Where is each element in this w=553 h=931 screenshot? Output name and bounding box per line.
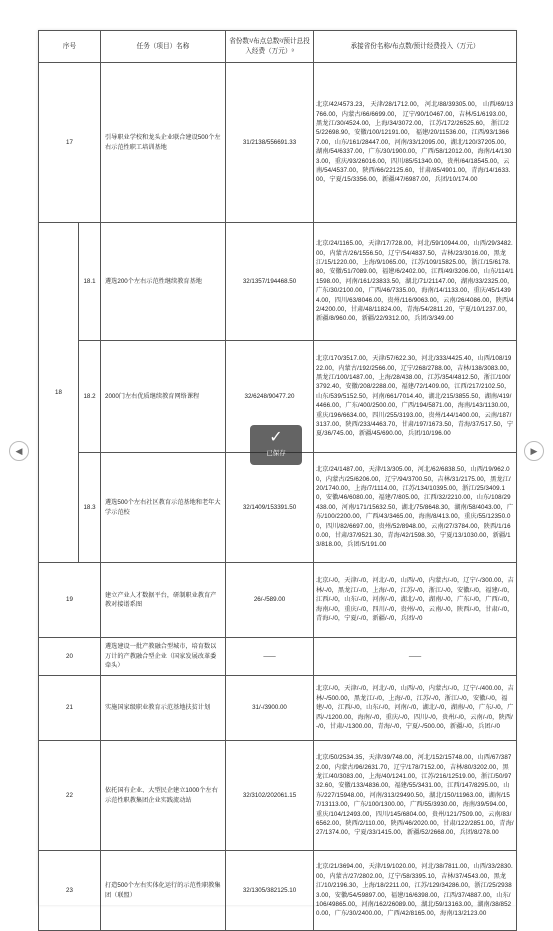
group-seq: 18: [39, 223, 79, 563]
row-detail: 北京/-/0，天津/-/0，河北/-/0，山西/-/0，内蒙古/-/0，辽宁/-/400.00，吉林/-/500.00，黑龙江/-/0，上海/-/0，江苏/-/0，浙江/-/0，安徽/-/0，福建/-/0，江西/-/0，山东/-/0，河南/-/0，湖北/-/0，湖南/-/0，广东/-/0，广西/-/1200.00，海南/-/0，重庆/-/0，四川/-/0，贵州/-/0，云南/-/0，陕西/-/0，甘肃/-/1300.00，青海/-/0，宁夏/-/500.00，新疆/-/0，兵团/-/0: [314, 676, 517, 741]
row-task: 打造500个左右实体化运行的示范性职教集团（联盟）: [101, 851, 226, 931]
table-row: [39, 223, 517, 341]
table-row: [39, 563, 517, 638]
row-task: 依托国有企业、大型民企建立1000个左右示范性职教集团企业实践流动站: [101, 741, 226, 851]
row-detail: 北京/21/3694.00，天津/19/1020.00，河北/38/7811.00，山西/33/2830.00，内蒙古/27/2802.00，辽宁/58/3395.10，吉林/37/4543.00，黑龙江/10/2196.30，上海/18/2211.00，江苏/129/34286.00，浙江/25/29383.00，安徽/54/59897.00，福建/16/6398.00，江西/37/4887.00，山东/106/49865.00，河南/162/26089.00，湖北/59/13163.00，湖南/38/8520.00，广东/30/2400.00，广西/42/8165.00，海南/13/2123.00: [314, 851, 517, 931]
row-budget: 26/-/589.00: [226, 563, 314, 638]
header-seq: 序号: [39, 31, 101, 63]
next-page-button[interactable]: [524, 441, 544, 461]
row-budget: 31/-/3900.00: [226, 676, 314, 741]
row-seq: 18.1: [79, 223, 101, 341]
row-budget: 32/1357/194468.50: [226, 223, 314, 341]
row-task: 遴选200个左右示范性继续教育基地: [101, 223, 226, 341]
header-detail: 承接省份名称/布点数/预计经费投入（万元）: [314, 31, 517, 63]
row-detail: 北京/42/4573.23， 天津/28/1712.00， 河北/88/39305.00， 山西/69/13766.00，内蒙古/66/6699.00， 辽宁/90/10467.00，吉林/51/6193.00，黑龙江/30/4524.00，上海/34/3072.00， 江苏/172/26525.60， 浙江/25/22698.90，安徽/100/12191.00， 福建/20/11536.00，江西/93/13667.00，山东/161/28447.00，河南/33/12095.00，湖北/120/37205.00，湖南/54/6337.00，广东/30/1900.00，广西/58/12012.00，海南/14/1303.00，重庆/93/26016.00，四川/85/51340.00，贵州/64/18545.00，云南/54/4537.00，陕西/66/22125.60，甘肃/85/4901.00，青海/14/1633.00，宁夏/15/3356.00，新疆/47/6987.00，兵团/10/174.00: [314, 63, 517, 223]
row-budget: 32/1409/153391.50: [226, 453, 314, 563]
row-detail: 北京/-/0，天津/-/0，河北/-/0，山西/-/0，内蒙古/-/0，辽宁/-/300.00，吉林/-/0，黑龙江/-/0，上海/-/0，江苏/-/0，浙江/-/0，安徽/-/0，福建/-/0，江西/-/0，山东/-/0，河南/-/0，湖北/-/0，湖南/-/0，广东/-/0，广西/-/0，海南/-/0，重庆/-/0，四川/-/0，贵州/-/0，云南/-/0，陕西/-/0，甘肃/-/0，青海/-/0，宁夏/-/0，新疆/-/0，兵团/-/0: [314, 563, 517, 638]
row-task: 2000门左右优质继续教育网络课程: [101, 341, 226, 453]
row-seq: 23: [39, 851, 101, 931]
row-seq: 18.2: [79, 341, 101, 453]
row-detail: 北京/24/1165.00，天津/17/728.00，河北/59/10944.00，山西/29/3482.00，内蒙古/26/1556.50，辽宁/54/4837.50，吉林/23/3016.00，黑龙江/15/1220.00，上海/9/1065.00，江苏/109/15825.00，浙江/15/6178.80，安徽/51/7089.00，福建/6/2402.00，江西/49/3206.00，山东/114/11598.00，河南/161/23833.50，湖北/71/21147.00，湖南/33/2325.00，广东/30/2100.00，广西/46/7335.00，海南/14/1133.00，重庆/45/14394.00，四川/63/8046.00，贵州/116/9063.00，云南/26/4086.00，陕西/42/4200.00，甘肃/48/11824.00，青海/54/2811.20，宁夏/10/1237.00，新疆/8/960.00，新疆/22/9312.00，兵团/3/349.00: [314, 223, 517, 341]
row-budget: 32/1305/382125.10: [226, 851, 314, 931]
row-budget: ——: [226, 638, 314, 676]
row-seq: 18.3: [79, 453, 101, 563]
row-task: 引导职业学校和龙头企业联合建设500个左右示范性职工培训基地: [101, 63, 226, 223]
table-row: [39, 741, 517, 851]
row-seq: 21: [39, 676, 101, 741]
row-detail: 北京/24/1487.00，天津/13/305.00，河北/62/6838.50，山西/19/962.00，内蒙古/25/6206.00，辽宁/94/3700.50，吉林/31/2175.00，黑龙江/20/1740.00，上海/7/1114.00，江苏/134/10395.00，浙江/25/3409.10，安徽/46/6080.00，福建/7/805.00，江西/32/2210.00，山东/108/29438.00，河南/171/15632.50，湖北/75/8648.30，湖南/58/4043.00，广东/100/2200.00，广西/43/3465.00，海南/8/413.00，重庆/55/12350.00，四川/82/6697.00，贵州/52/8948.00，云南/27/3784.00，陕西/1/160.00，甘肃/37/9521.30，青海/42/1598.30，宁夏/13/1030.00，新疆/13/818.00，兵团/5/191.00: [314, 453, 517, 563]
header-budget: 省份数¹/布点总数²/预计总投入经费（万元）³: [226, 31, 314, 63]
table-row: [39, 676, 517, 741]
row-budget: 32/6248/90477.20: [226, 341, 314, 453]
table-row: [39, 851, 517, 931]
row-seq: 20: [39, 638, 101, 676]
chevron-right-icon: ▶: [530, 446, 538, 456]
saved-toast-text: 已保存: [266, 450, 286, 457]
row-task: 实施国家级职业教育示范基地扶贫计划: [101, 676, 226, 741]
task-table: [38, 30, 517, 931]
header-task: 任务（项目）名称: [101, 31, 226, 63]
row-detail: 北京/50/2534.35，天津/39/748.00，河北/152/15748.00，山西/67/3872.00，内蒙古/96/2631.70，辽宁/178/7152.00，吉林/80/3202.00，黑龙江/40/3083.00，上海/40/1241.00，江苏/216/12519.00，浙江/50/9732.60，安徽/133/4836.00，福建/55/3431.00，江西/147/8295.00，山东/227/15948.00，河南/313/29490.50，湖北/150/11963.00，湖南/157/13113.00，广东/100/1300.00，广西/55/3930.00，海南/39/594.00，重庆/104/12493.00，四川/145/6804.00，贵州/121/7509.00，云南/83/6562.00，陕西/2/110.00，陕西/46/2020.00，甘肃/122/2851.00，青海/27/1374.00，宁夏/33/1415.00，新疆/52/2668.00，兵团/8/278.00: [314, 741, 517, 851]
row-task: 遴选建设一批产教融合型城市，培育数以万计的产教融合型企业（国家发展改革委牵头）: [101, 638, 226, 676]
row-task: 建立产业人才数据平台，研制职业教育产教对接谱系图: [101, 563, 226, 638]
row-budget: 31/2138/556691.33: [226, 63, 314, 223]
chevron-left-icon: ◀: [15, 446, 23, 456]
table-row: [39, 638, 517, 676]
checkmark-icon: ✓: [269, 429, 283, 446]
row-detail: 北京/170/3517.00，天津/57/622.30，河北/333/4425.40，山西/108/1922.00，内蒙古/192/2566.00，辽宁/268/2788.00，吉林/138/3083.00，黑龙江/100/1487.00，上海/28/438.00，江苏/354/4812.50，浙江/100/3792.40，安徽/208/2288.00，福建/72/1409.00，江西/217/2102.50，山东/539/5152.50，河南/661/7014.40，湖北/215/3855.50，湖南/419/4466.00，广东/400/2500.00，广西/194/5871.00，海南/143/1130.00，重庆/196/6634.00，四川/255/3193.00，贵州/144/1400.00，云南/187/3137.00，陕西/233/4463.70，甘肃/197/1673.50，青海/37/517.50，宁夏/36/745.00，新疆/45/690.00，兵团/10/196.00: [314, 341, 517, 453]
row-detail: ——: [314, 638, 517, 676]
row-seq: 19: [39, 563, 101, 638]
document-page: [38, 30, 516, 918]
saved-toast: [250, 425, 302, 465]
row-seq: 22: [39, 741, 101, 851]
row-task: 遴选500个左右社区教育示范基地和老年大学示范校: [101, 453, 226, 563]
row-budget: 32/3102/202061.15: [226, 741, 314, 851]
table-row: [39, 63, 517, 223]
row-seq: 17: [39, 63, 101, 223]
table-row: [39, 453, 517, 563]
table-header-row: [39, 31, 517, 63]
prev-page-button[interactable]: [9, 441, 29, 461]
